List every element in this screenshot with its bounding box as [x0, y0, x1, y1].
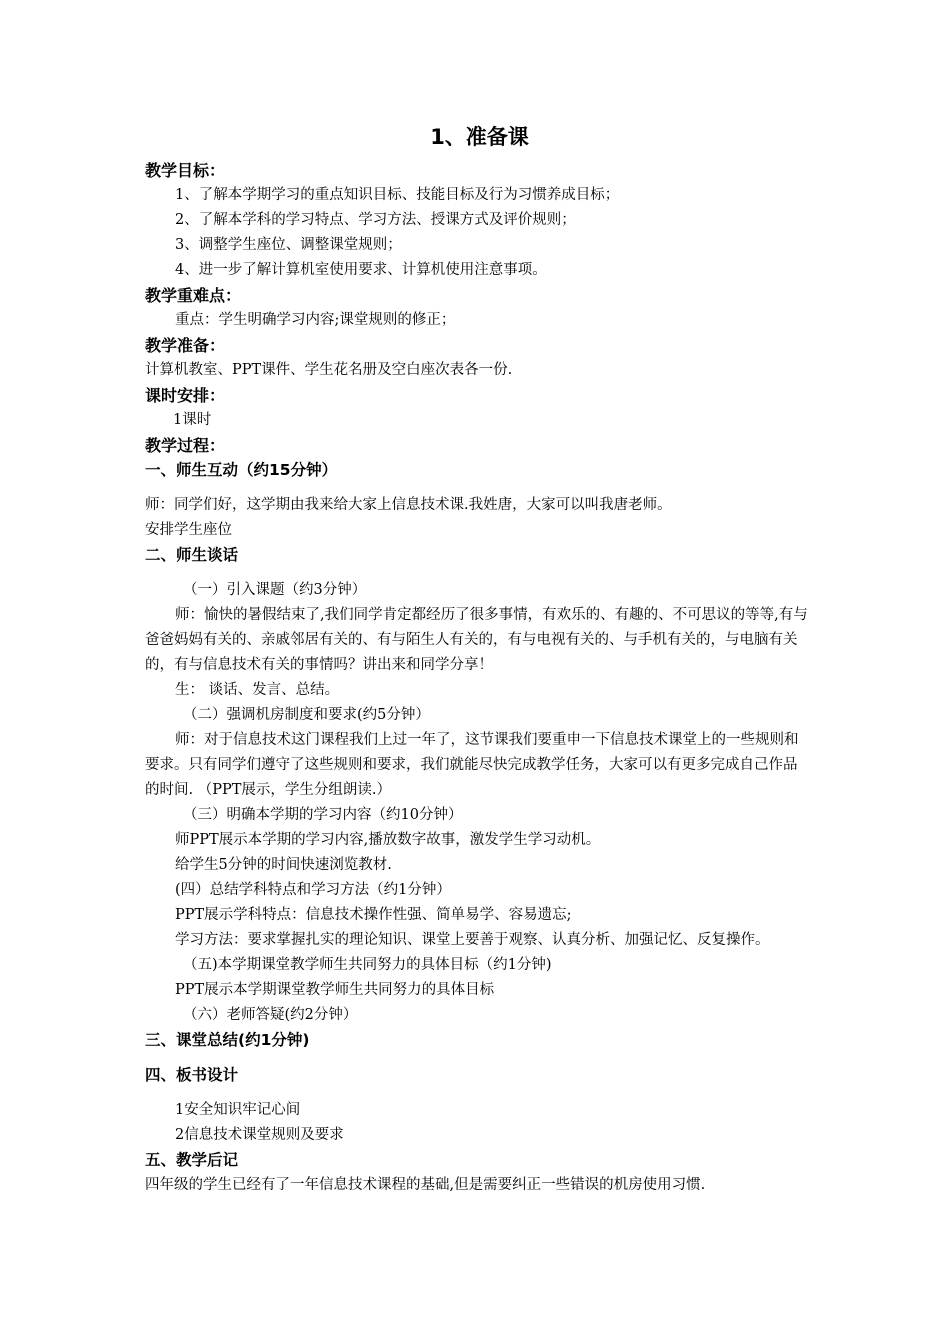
section1-line: 师：同学们好，这学期由我来给大家上信息技术课.我姓唐，大家可以叫我唐老师。	[145, 497, 672, 513]
page-title: 1、准备课	[430, 125, 529, 149]
subsection-title: （三）明确本学期的学习内容（约10分钟）	[183, 807, 463, 823]
subsection-title: (四）总结学科特点和学习方法（约1分钟）	[175, 882, 451, 898]
key-points-text: 重点：学生明确学习内容;课堂规则的修正；	[175, 312, 456, 328]
teacher-dialogue: 师：愉快的暑假结束了,我们同学肯定都经历了很多事情，有欢乐的、有趣的、不可思议的等等,有与爸爸妈妈有关的、亲戚邻居有关的、有与陌生人有关的，有与电视有关的、与手机有关的，与电脑有关的，有与信息技术有关的事情吗？讲出来和同学分享！	[145, 607, 808, 673]
subsection-line: 学习方法：要求掌握扎实的理论知识、课堂上要善于观察、认真分析、加强记忆、反复操作。	[175, 932, 770, 948]
subsection-title: （二）强调机房制度和要求(约5分钟）	[183, 707, 430, 723]
subsection-line: 给学生5分钟的时间快速浏览教材.	[175, 857, 392, 873]
process-heading: 教学过程：	[145, 436, 226, 455]
subsection-line: PPT展示本学期课堂教学师生共同努力的具体目标	[175, 982, 495, 998]
schedule-heading: 课时安排：	[145, 386, 226, 405]
subsection-line: PPT展示学科特点：信息技术操作性强、简单易学、容易遗忘;	[175, 907, 572, 923]
schedule-text: 1课时	[173, 412, 212, 428]
reflection-text: 四年级的学生已经有了一年信息技术课程的基础,但是需要纠正一些错误的机房使用习惯.	[145, 1177, 706, 1193]
section5-heading: 五、教学后记	[145, 1151, 239, 1169]
document-page	[145, 120, 810, 1198]
key-points-heading: 教学重难点：	[145, 286, 242, 305]
objective-item: 4、进一步了解计算机室使用要求、计算机使用注意事项。	[175, 262, 547, 278]
section2-heading: 二、师生谈话	[145, 546, 239, 564]
subsection-title: （五)本学期课堂教学师生共同努力的具体目标（约1分钟)	[183, 957, 552, 973]
section1-line: 安排学生座位	[145, 522, 232, 538]
subsection-title: （一）引入课题（约3分钟）	[183, 582, 367, 598]
teacher-dialogue: 师：对于信息技术这门课程我们上过一年了，这节课我们要重申一下信息技术课堂上的一些规则和要求。只有同学们遵守了这些规则和要求，我们就能尽快完成教学任务，大家可以有更多完成自己作品的时间. （PPT展示，学生分组朗读.）	[145, 732, 799, 798]
objective-item: 3、调整学生座位、调整课堂规则；	[175, 237, 402, 253]
objective-item: 1、了解本学期学习的重点知识目标、技能目标及行为习惯养成目标；	[175, 187, 620, 203]
objective-item: 2、了解本学科的学习特点、学习方法、授课方式及评价规则；	[175, 212, 576, 228]
preparation-text: 计算机教室、PPT课件、学生花名册及空白座次表各一份.	[145, 362, 513, 378]
board-design-line: 2信息技术课堂规则及要求	[175, 1127, 344, 1143]
board-design-line: 1安全知识牢记心间	[175, 1102, 301, 1118]
section3-heading: 三、课堂总结(约1分钟)	[145, 1031, 310, 1049]
section1-heading: 一、师生互动（约15分钟）	[145, 461, 338, 479]
student-response: 生： 谈话、发言、总结。	[175, 682, 340, 698]
subsection-title: （六）老师答疑(约2分钟）	[183, 1007, 358, 1023]
subsection-line: 师PPT展示本学期的学习内容,播放数字故事，激发学生学习动机。	[175, 832, 601, 848]
objectives-heading: 教学目标：	[145, 161, 226, 180]
preparation-heading: 教学准备：	[145, 336, 226, 355]
section4-heading: 四、板书设计	[145, 1066, 239, 1084]
